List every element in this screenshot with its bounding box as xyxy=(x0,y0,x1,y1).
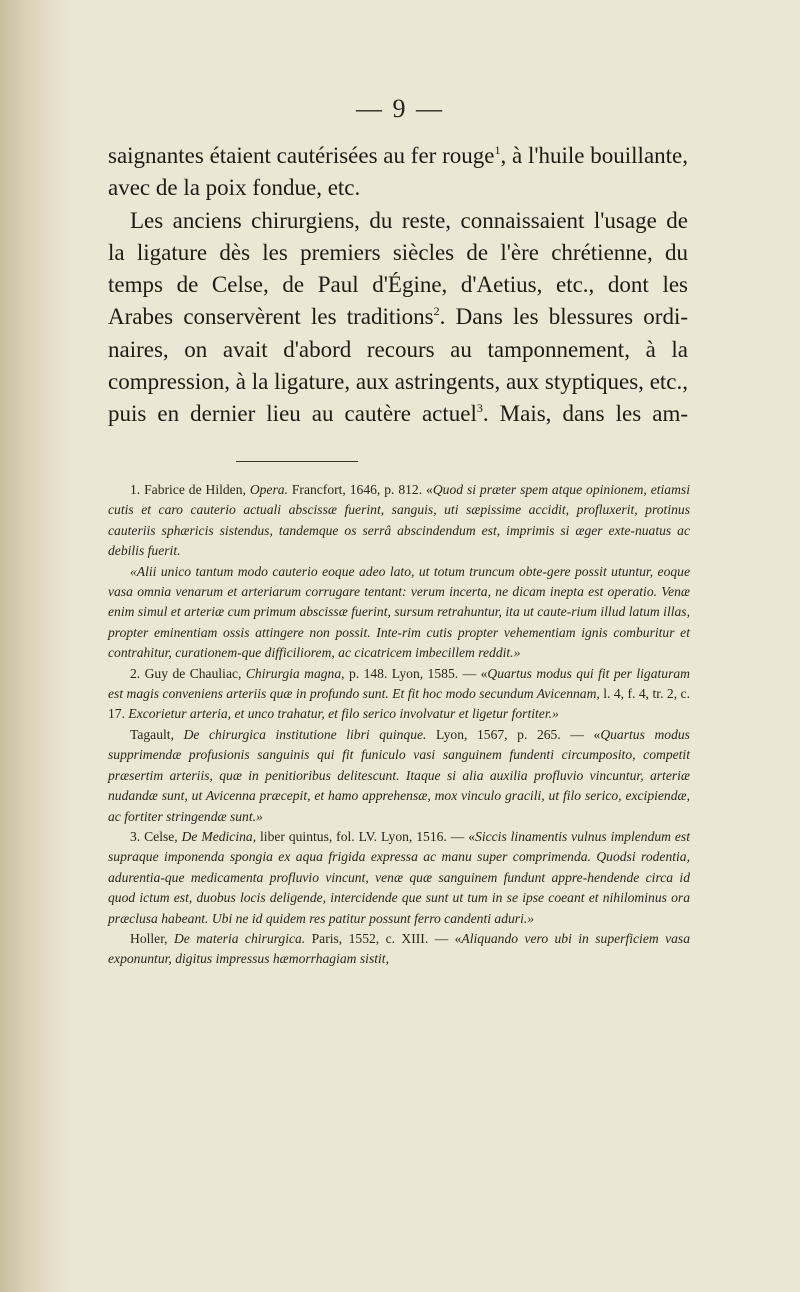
main-line: Les anciens chirurgiens, du reste, connaissaient l'usage de xyxy=(130,207,688,233)
main-line: avec de la poix fondue, etc. xyxy=(108,175,361,201)
main-line: puis en dernier lieu au cautère actuel$^3$. Mais, dans les am- xyxy=(108,401,689,427)
main-line: temps de Celse, de Paul d'Égine, d'Aetius, etc., dont les xyxy=(108,272,688,298)
main-line: naires, on avait d'abord recours au tamponnement, à la xyxy=(108,336,688,362)
footnote-1: 1. Fabrice de Hilden, Opera. Francfort, 1646, p. 812. «Quod si præter spem atque opinionem, etiamsi cutis et caro cauterio actuali abscissæ fuerint, sanguis, uti sæpissime accidit, profluxerit, protinus cauteriis sphæricis sistendus, tandemque os serrâ abscindendum est, imprimis si æger exte-nuatus ac debilis fuerit. xyxy=(108,482,690,559)
footnote-2: 2. Guy de Chauliac, Chirurgia magna, p. 148. Lyon, 1585. — «Quartus modus qui fit per ligaturam est magis conveniens arteriis quæ in profundo sunt. Et fit hoc modo secundum Avicennam, l. 4, f. 4, tr. 2, c. 17. Excorietur arteria, et unco trahatur, et filo serico involvatur et ligetur fortiter.» xyxy=(108,665,690,722)
footnote-ref-2: 2 xyxy=(433,304,440,319)
main-text-body xyxy=(108,140,688,431)
footnote-1-continued: «Alii unico tantum modo cauterio eoque adeo lato, ut totum truncum obte-gere possit utuntur, eoque vasa omnia venarum et arteriarum corrugare tentant: verum incerta, ne dicam inepta est operatio. Venæ enim simul et arteriæ cum primum abscissæ fuerint, sursum retrahuntur, ita ut caute-rium illud latum illas, propter eminentiam ossis attingere non possit. Inte-rim cutis propter vehementiam ignis comburitur et contrahitur, curationem-que difficiliorem, ac cicatricem imbecillem reddit.» xyxy=(108,563,690,661)
page-number: — 9 — xyxy=(356,94,444,123)
page-shadow-edge xyxy=(0,0,70,1292)
footnotes xyxy=(108,480,690,970)
main-line: la ligature dès les premiers siècles de l'ère chrétienne, du xyxy=(108,239,688,265)
footnote-3-continued: Holler, De materia chirurgica. Paris, 1552, c. XIII. — «Aliquando vero ubi in superficiem vasa exponuntur, digitus impressus hæmorrhagiam sistit, xyxy=(108,930,690,967)
footnote-separator xyxy=(236,461,358,462)
main-line: saignantes étaient cautérisées au fer rouge$^1$, à l'huile bouillante, xyxy=(108,143,688,168)
main-line: Arabes conservèrent les traditions$^2$. Dans les blessures ordi- xyxy=(108,304,688,330)
footnote-ref-1: 1 xyxy=(494,143,501,157)
footnote-ref-3: 3 xyxy=(476,401,483,416)
footnote-2-continued: Tagault, De chirurgica institutione libri quinque. Lyon, 1567, p. 265. — «Quartus modus supprimendæ profusionis sanguinis qui fit funiculo vasi sanguinem fundenti circumposito, competit præsertim arteriis, quæ in penitioribus delitescunt. Itaque si alia auxilia profluvio vincuntur, arteriæ nudandæ sunt, ut Avicenna præcepit, et hamo apprehensæ, mox vinculo gracili, ut filo serico, excipiendæ, ac fortiter stringendæ sunt.» xyxy=(108,726,690,824)
main-line: compression, à la ligature, aux astringents, aux styptiques, etc., xyxy=(108,369,688,395)
footnote-3: 3. Celse, De Medicina, liber quintus, fol. LV. Lyon, 1516. — «Siccis linamentis vulnus implendum est supraque imponenda spongia ex aqua frigida expressa ac manu super comprimenda. Quodsi rodentia, adurentia-que medicamenta profluvio vincunt, venæ quæ sanguinem fundunt appre-hendende circa id quod ictum est, duobus locis deligende, intercidende que sunt ut tum in se ipse coeant et nihilominus ora præclusa habeant. Ubi ne id quidem res patitur possunt ferro candenti aduri.» xyxy=(108,828,690,926)
